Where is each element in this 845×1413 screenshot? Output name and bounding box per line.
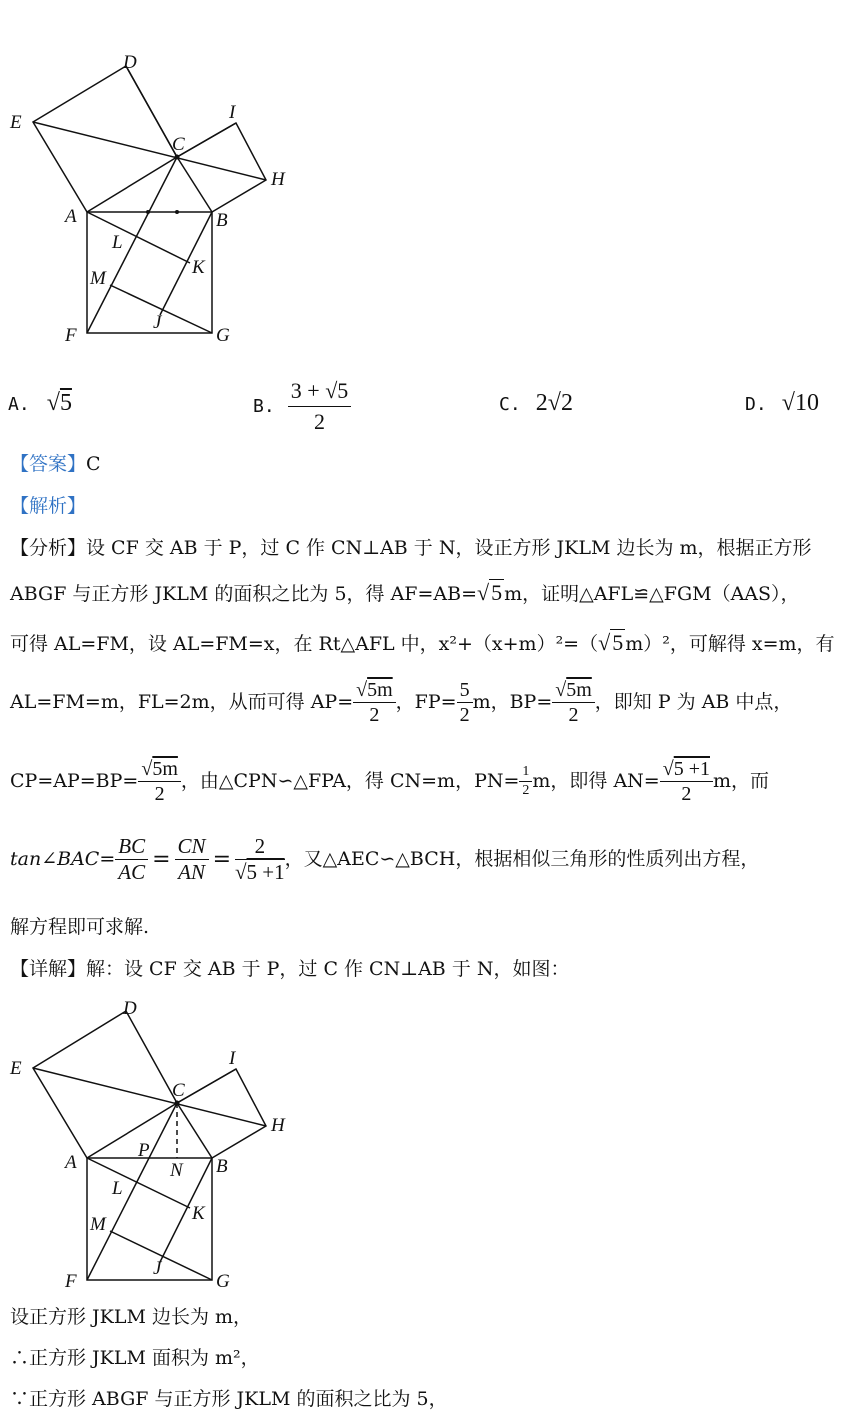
label2-L: L <box>112 1178 123 1199</box>
option-c: C. 2√2 <box>499 390 573 416</box>
label-C: C <box>172 134 185 155</box>
label2-K: K <box>192 1203 205 1224</box>
detail-step-3: ∵正方形 ABGF 与正方形 JKLM 的面积之比为 5， <box>10 1388 448 1410</box>
fenxi-line-3: 可得 AL=FM，设 AL=FM=x，在 Rt△AFL 中，x²+（x+m）²=（√5 m）²，可解得 x=m，有 <box>10 630 835 655</box>
label2-D: D <box>123 998 137 1019</box>
detail-line-1: 【详解】解：设 CF 交 AB 于 P，过 C 作 CN⊥AB 于 N，如图： <box>10 958 570 980</box>
label2-I: I <box>229 1048 236 1069</box>
label2-P: P <box>138 1140 150 1161</box>
label-J: J <box>153 312 162 333</box>
label2-A: A <box>65 1152 77 1173</box>
geometry-figure-top <box>0 45 300 355</box>
label-D: D <box>123 52 137 73</box>
label2-G: G <box>216 1271 230 1290</box>
label2-H: H <box>271 1115 285 1136</box>
label2-F: F <box>65 1271 77 1290</box>
label-E: E <box>10 112 22 133</box>
label-A: A <box>65 206 77 227</box>
fenxi-line-7: 解方程即可求解. <box>10 916 150 938</box>
answer-value: C <box>86 453 101 475</box>
label2-N: N <box>170 1160 183 1181</box>
label-G: G <box>216 325 230 346</box>
label-F: F <box>65 325 77 346</box>
label2-M: M <box>90 1214 106 1235</box>
option-b: B. $\frac{3 + √5}{2}$ <box>253 378 351 435</box>
label2-B: B <box>216 1156 228 1177</box>
label-I: I <box>229 102 236 123</box>
analysis-heading: 【解析】 <box>10 495 87 517</box>
detail-step-1: 设正方形 JKLM 边长为 m， <box>10 1306 253 1328</box>
label-L: L <box>112 232 123 253</box>
fenxi-line-6: tan∠BAC= $\frac{BC}{AC}$ = $\frac{CN}{AN}$ = $\frac{2}{√5 +1}$ ，又△AEC∽△BCH，根据相似三角形的性质列出方程， <box>10 834 760 884</box>
label-M: M <box>90 268 106 289</box>
label-B: B <box>216 210 228 231</box>
answer-line: 【答案】C <box>10 453 101 475</box>
label2-E: E <box>10 1058 22 1079</box>
label2-C: C <box>172 1080 185 1101</box>
option-d: D. √10 <box>745 390 819 416</box>
fenxi-line-2: ABGF 与正方形 JKLM 的面积之比为 5，得 AF=AB=√5 m，证明△AFL≌△FGM（AAS）， <box>10 580 800 605</box>
option-a: A. √5 <box>8 390 72 416</box>
label2-J: J <box>153 1258 162 1279</box>
label-K: K <box>192 257 205 278</box>
label-H: H <box>271 169 285 190</box>
fenxi-line-5: CP=AP=BP= $\frac{√5m}{2}$ ，由△CPN∽△FPA，得 CN=m，PN= $\frac{1}{2}$ m，即得 AN= $\frac{√5 +1}{2}$ m，而 <box>10 758 770 805</box>
fenxi-line-1: 【分析】设 CF 交 AB 于 P，过 C 作 CN⊥AB 于 N，设正方形 JKLM 边长为 m，根据正方形 <box>10 537 812 559</box>
geometry-figure-bottom <box>0 990 300 1290</box>
detail-step-2: ∴正方形 JKLM 面积为 m²， <box>10 1347 260 1369</box>
fenxi-line-4: AL=FM=m，FL=2m，从而可得 AP= $\frac{√5m}{2}$ ，FP= $\frac{5}{2}$ m，BP= $\frac{√5m}{2}$ ，即知 P 为 AB 中点， <box>10 679 793 726</box>
